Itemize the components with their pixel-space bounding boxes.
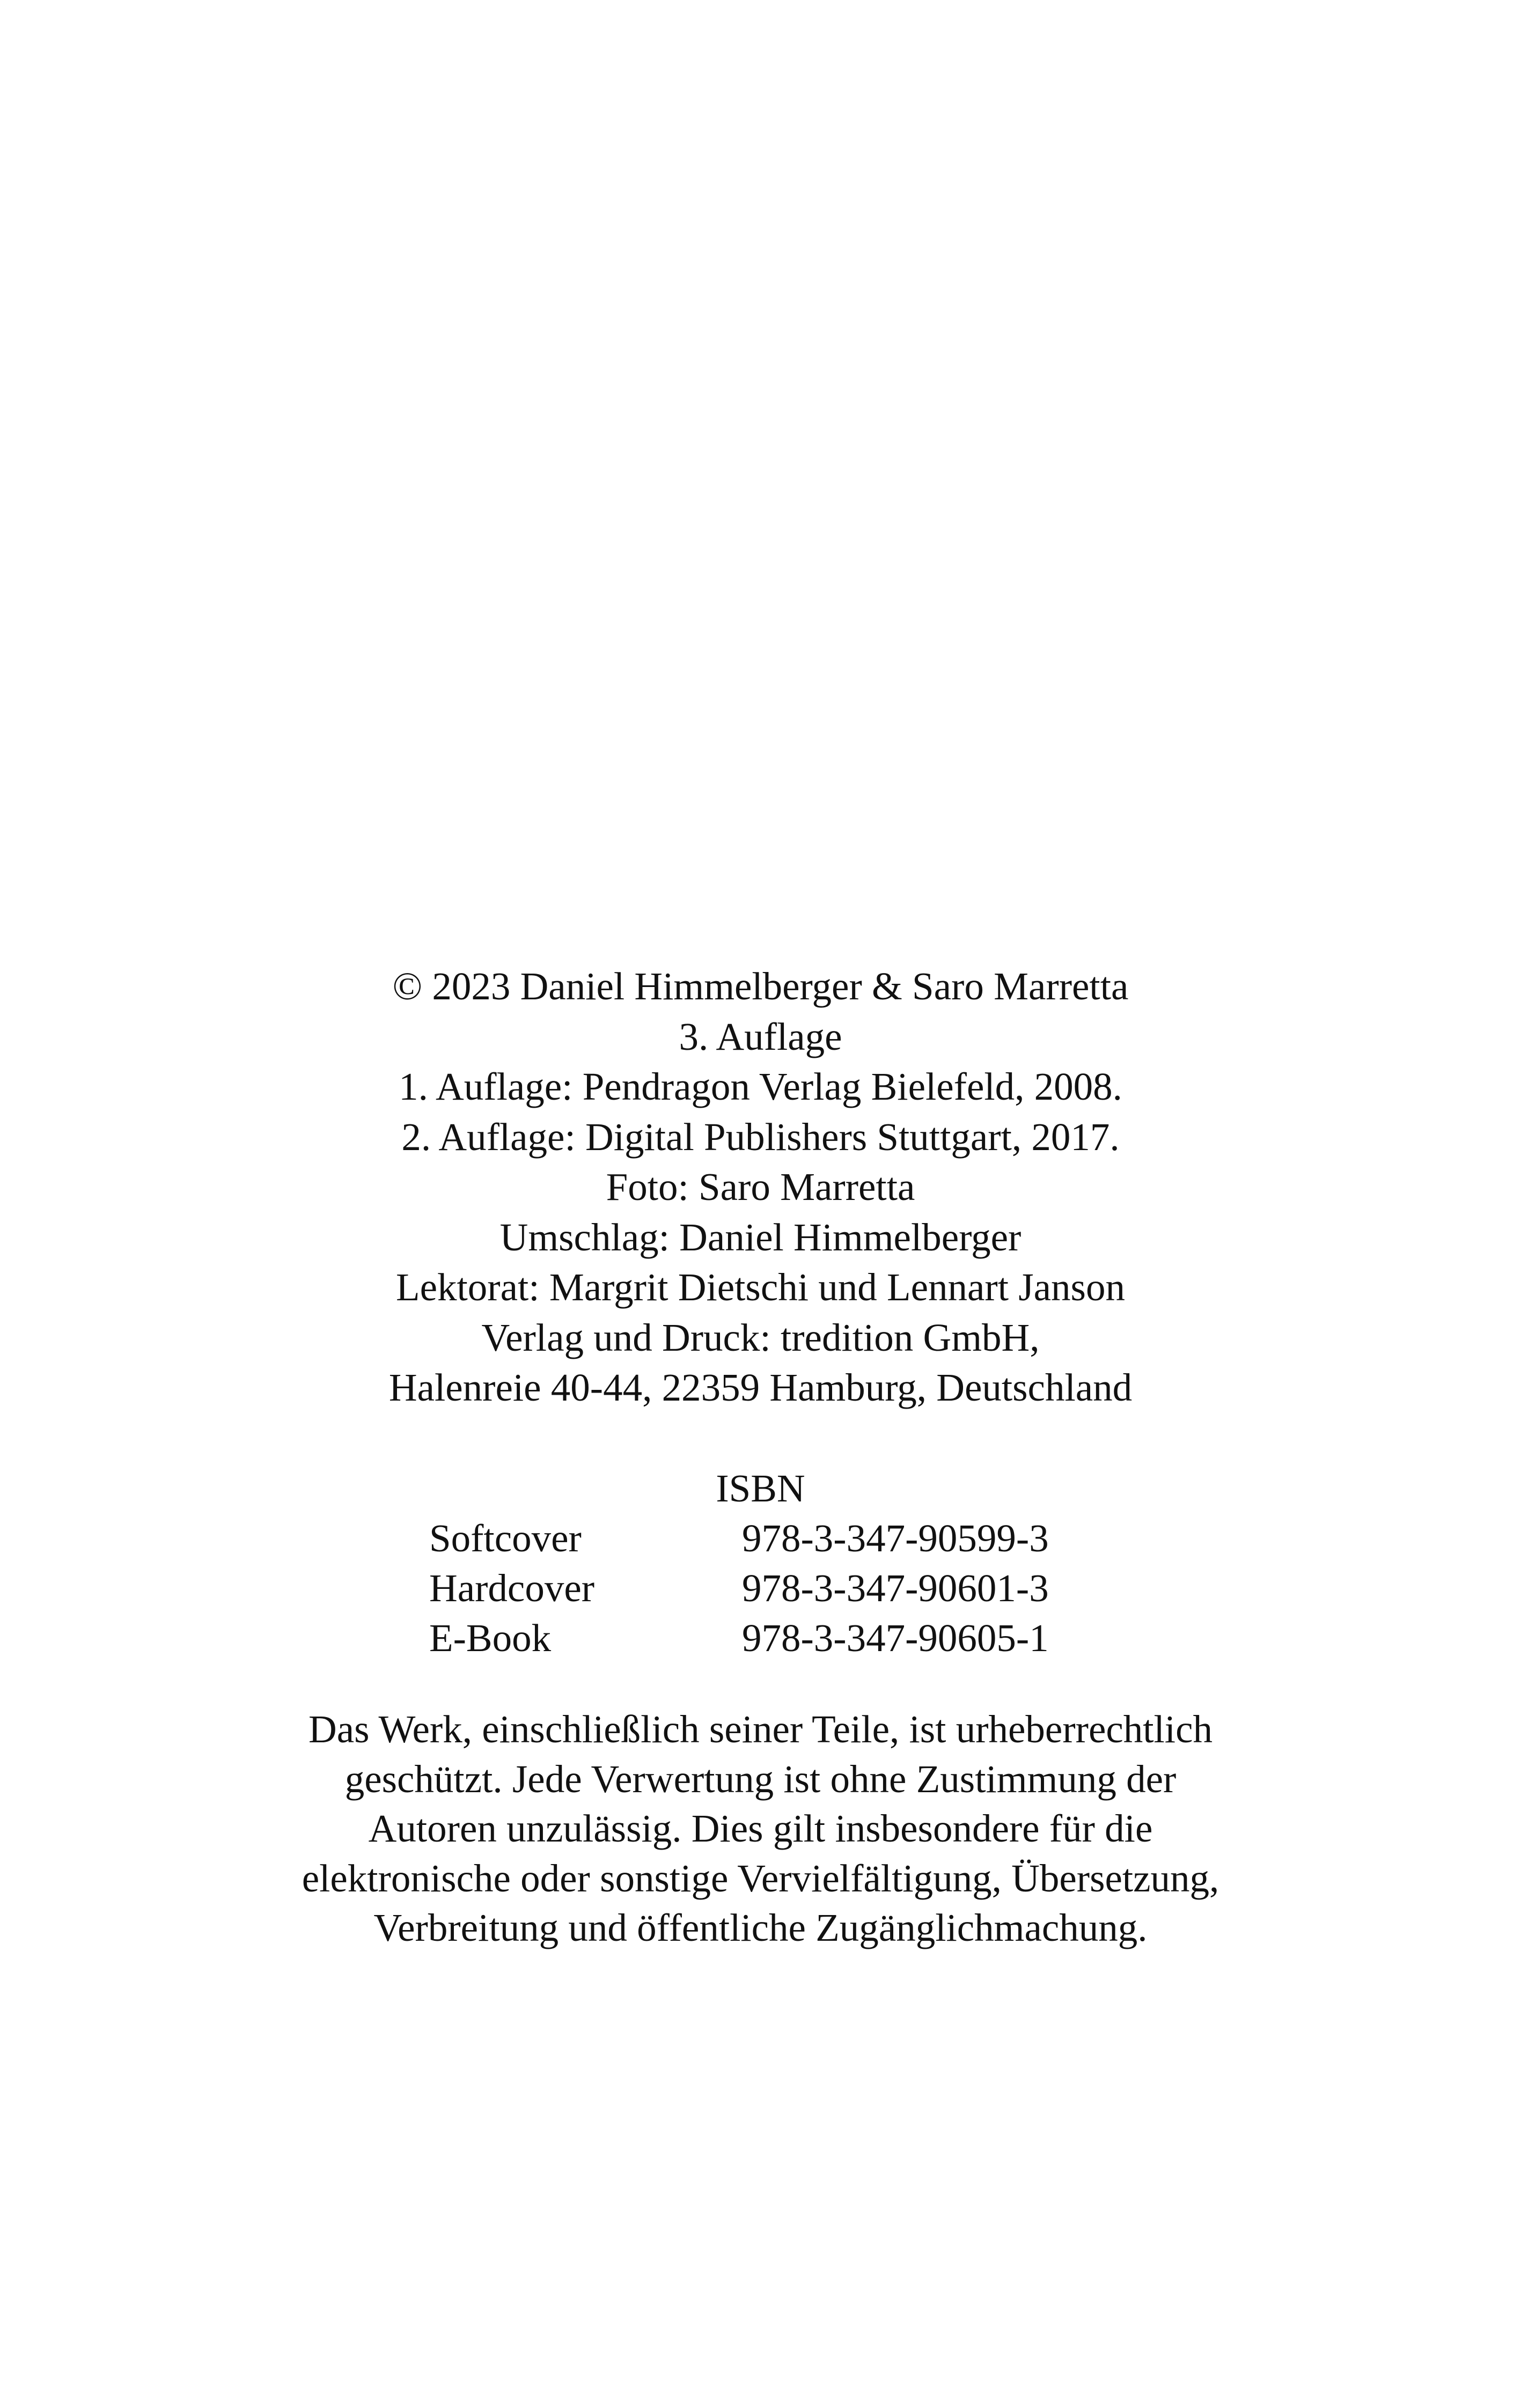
- notice-line: geschützt. Jede Verwertung ist ohne Zustimmung der: [344, 1757, 1177, 1801]
- notice-line: Autoren unzulässig. Dies gilt insbesondere für die: [368, 1807, 1153, 1850]
- isbn-row: [0, 1563, 1521, 1613]
- edition-line: 3. Auflage: [679, 1014, 842, 1058]
- isbn-row: [0, 1513, 1521, 1563]
- copyright-notice: [0, 1705, 1521, 1953]
- copyright-line: © 2023 Daniel Himmelberger & Saro Marretta: [392, 964, 1129, 1008]
- publisher-line: Verlag und Druck: tredition GmbH,: [481, 1315, 1040, 1359]
- cover-credit-line: Umschlag: Daniel Himmelberger: [499, 1215, 1022, 1259]
- isbn-row: [0, 1613, 1521, 1663]
- photo-credit-line: Foto: Saro Marretta: [606, 1165, 915, 1209]
- notice-line: elektronische oder sonstige Vervielfältigung, Übersetzung,: [302, 1856, 1219, 1900]
- isbn-heading: ISBN: [716, 1467, 805, 1510]
- isbn-number: 978-3-347-90601-3: [742, 1566, 1049, 1610]
- isbn-format: Softcover: [429, 1516, 582, 1560]
- isbn-format: Hardcover: [429, 1566, 595, 1610]
- isbn-format: E-Book: [429, 1616, 552, 1660]
- second-edition-line: 2. Auflage: Digital Publishers Stuttgart, 2017.: [401, 1115, 1120, 1159]
- publisher-address-line: Halenreie 40-44, 22359 Hamburg, Deutschland: [388, 1366, 1133, 1409]
- editing-credit-line: Lektorat: Margrit Dietschi und Lennart Janson: [396, 1265, 1125, 1309]
- notice-line: Verbreitung und öffentliche Zugänglichmachung.: [373, 1906, 1148, 1949]
- first-edition-line: 1. Auflage: Pendragon Verlag Bielefeld, 2008.: [399, 1065, 1122, 1108]
- imprint-block: [0, 961, 1521, 1413]
- notice-line: Das Werk, einschließlich seiner Teile, ist urheberrechtlich: [308, 1707, 1213, 1751]
- isbn-number: 978-3-347-90605-1: [742, 1616, 1049, 1660]
- isbn-block: [0, 1463, 1521, 1663]
- isbn-number: 978-3-347-90599-3: [742, 1516, 1049, 1560]
